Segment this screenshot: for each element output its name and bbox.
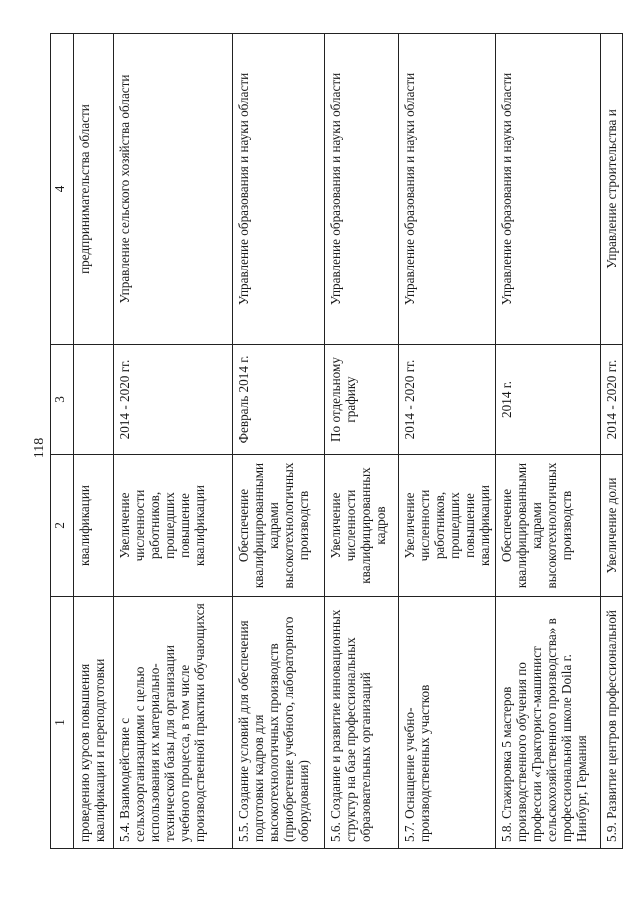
table-row xyxy=(496,34,601,849)
header-cell: 2 xyxy=(51,455,74,597)
result-cell: Увеличение численности квалифицированных кадров xyxy=(325,455,399,597)
header-cell: 3 xyxy=(51,345,74,455)
table-row xyxy=(114,34,233,849)
responsible-cell: Управление образования и науки области xyxy=(399,34,496,345)
measure-cell: проведению курсов повышения квалификации и переподготовки xyxy=(74,597,114,849)
period-cell: 2014 - 2020 гг. xyxy=(601,345,623,455)
measure-cell: 5.4. Взаимодействие с сельхозорганизациями с целью использования их материально-технической базы для организации учебного процесса, в том числе производственной практики обучающихся xyxy=(114,597,233,849)
period-cell: По отдельному графику xyxy=(325,345,399,455)
result-cell: Обеспечение квалифицированными кадрами высокотехнологичных производств xyxy=(233,455,325,597)
table-row xyxy=(601,34,623,849)
result-cell: Увеличение доли xyxy=(601,455,623,597)
responsible-cell: Управление строительства и xyxy=(601,34,623,345)
measure-cell: 5.5. Создание условий для обеспечения подготовки кадров для высокотехнологичных производств (приобретение учебного, лабораторного оборудования) xyxy=(233,597,325,849)
table-row xyxy=(399,34,496,849)
responsible-cell: Управление сельского хозяйства области xyxy=(114,34,233,345)
period-cell: 2014 г. xyxy=(496,345,601,455)
responsible-cell: Управление образования и науки области xyxy=(233,34,325,345)
measure-cell: 5.6. Создание и развитие инновационных структур на базе профессиональных образовательных организаций xyxy=(325,597,399,849)
responsible-cell: Управление образования и науки области xyxy=(496,34,601,345)
rotated-table-container xyxy=(50,34,619,849)
measure-cell: 5.7. Оснащение учебно-производственных участков xyxy=(399,597,496,849)
period-cell xyxy=(74,345,114,455)
table-row xyxy=(325,34,399,849)
header-row xyxy=(51,34,74,849)
table-row xyxy=(233,34,325,849)
table-row xyxy=(74,34,114,849)
period-cell: 2014 - 2020 гг. xyxy=(114,345,233,455)
period-cell: 2014 - 2020 гг. xyxy=(399,345,496,455)
result-cell: квалификации xyxy=(74,455,114,597)
measure-cell: 5.8. Стажировка 5 мастеров производственного обучения по профессии «Тракторист-машинист сельскохозяйственного производства» в профессиональной школе Doila г. Нинбург, Германия xyxy=(496,597,601,849)
page-number: 118 xyxy=(32,437,47,459)
period-cell: Февраль 2014 г. xyxy=(233,345,325,455)
result-cell: Увеличение численности работников, прошедших повышение квалификации xyxy=(114,455,233,597)
result-cell: Увеличение численности работников, прошедших повышение квалификации xyxy=(399,455,496,597)
plan-table xyxy=(50,33,623,849)
responsible-cell: Управление образования и науки области xyxy=(325,34,399,345)
result-cell: Обеспечение квалифицированными кадрами высокотехнологичных производств xyxy=(496,455,601,597)
responsible-cell: предпринимательства области xyxy=(74,34,114,345)
measure-cell: 5.9. Развитие центров профессиональной xyxy=(601,597,623,849)
header-cell: 1 xyxy=(51,597,74,849)
header-cell: 4 xyxy=(51,34,74,345)
